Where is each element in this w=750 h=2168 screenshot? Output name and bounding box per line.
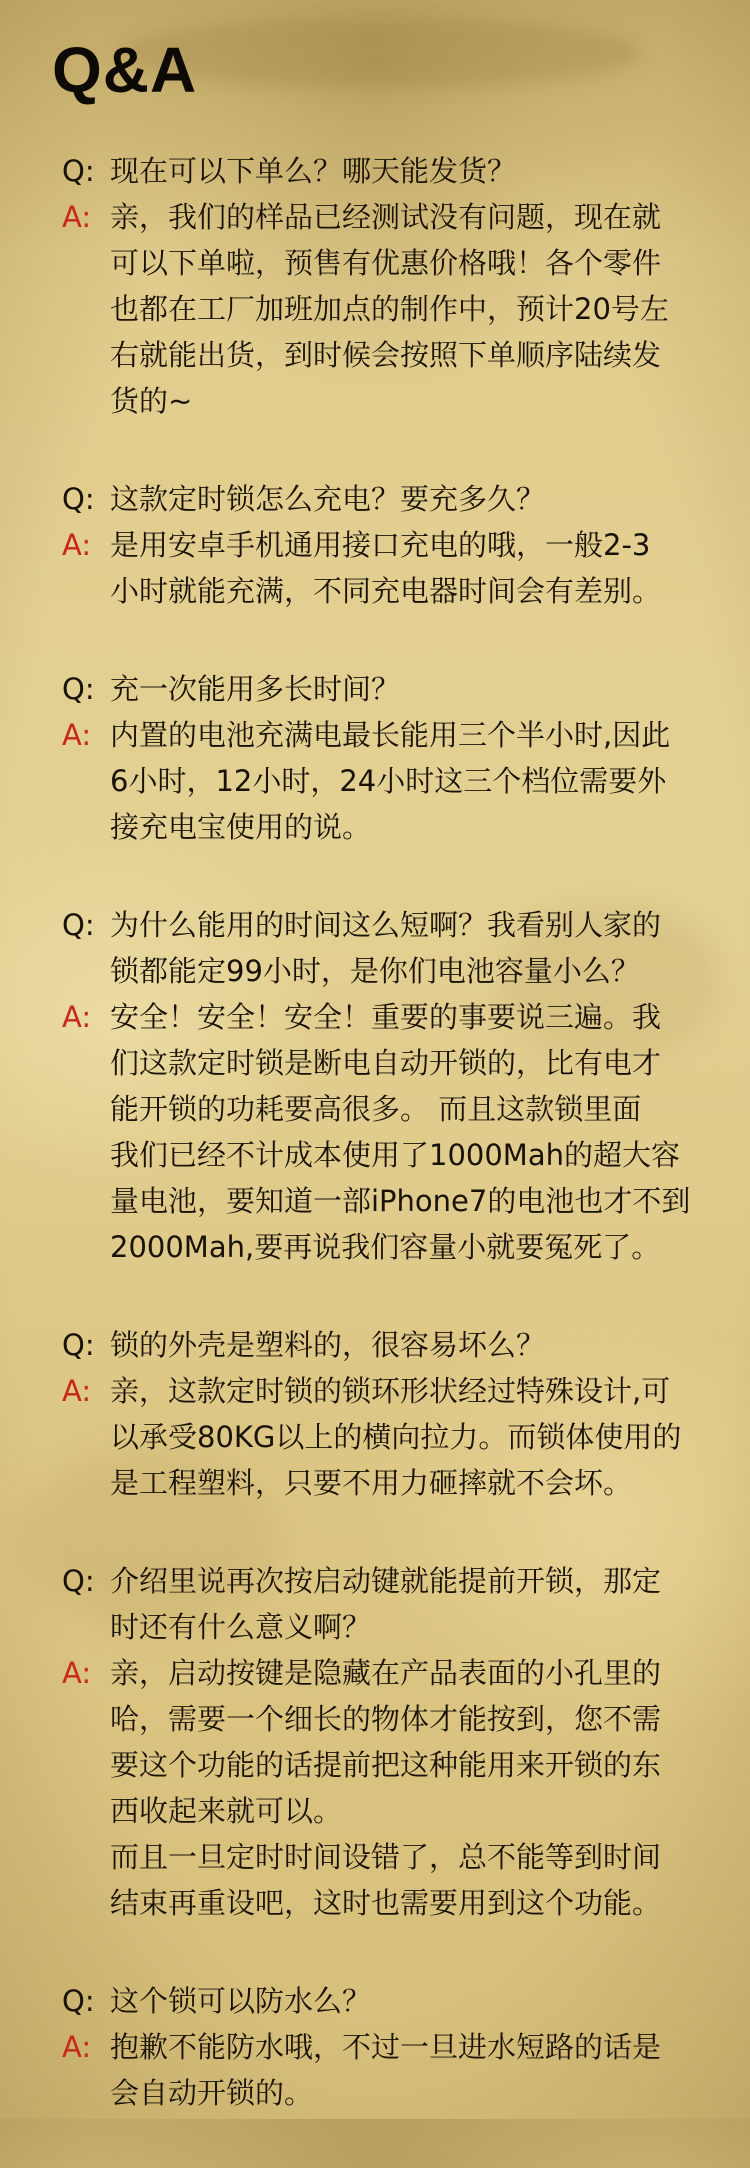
answer-marker: A: [62,1000,92,1034]
question-line: 时还有什么意义啊？ [110,1610,372,1644]
question-line: 现在可以下单么？哪天能发货？ [110,154,517,188]
answer-line: 哈，需要一个细长的物体才能按到，您不需 [110,1702,662,1736]
question-row [0,902,750,994]
answer-line: 而且一旦定时时间设错了，总不能等到时间 [110,1840,662,1874]
question-marker: Q: [62,1984,95,2018]
answer-line: 小时就能充满，不同充电器时间会有差别。 [110,574,662,608]
answer-line: 量电池，要知道一部iPhone7的电池也才不到 [110,1184,691,1218]
answer-line: 也都在工厂加班加点的制作中，预计20号左 [110,292,669,326]
question-row [0,1978,750,2024]
question-line: 介绍里说再次按启动键就能提前开锁，那定 [110,1564,662,1598]
answer-row [0,712,750,850]
answer-line: 们这款定时锁是断电自动开锁的，比有电才 [110,1046,662,1080]
answer-row [0,2024,750,2116]
question-line: 这个锁可以防水么？ [110,1984,372,2018]
qa-item [0,902,750,1270]
answer-row [0,1368,750,1506]
answer-text [110,2024,710,2116]
answer-line: 亲，启动按键是隐藏在产品表面的小孔里的 [110,1656,662,1690]
page-title: Q&A [52,34,198,106]
answer-line: 我们已经不计成本使用了1000Mah的超大容 [110,1138,680,1172]
qa-item [0,148,750,424]
answer-row [0,994,750,1270]
answer-text [110,712,710,850]
question-row [0,476,750,522]
answer-line: 能开锁的功耗要高很多。 而且这款锁里面 [110,1092,642,1126]
question-marker: Q: [62,1328,95,1362]
question-text [110,666,710,712]
answer-marker: A: [62,528,92,562]
question-text [110,1978,710,2024]
answer-line: 是用安卓手机通用接口充电的哦，一般2-3 [110,528,651,562]
qa-item [0,666,750,850]
answer-line: 右就能出货，到时候会按照下单顺序陆续发 [110,338,662,372]
answer-line: 西收起来就可以。 [110,1794,343,1828]
question-text [110,1322,710,1368]
answer-text [110,1650,710,1926]
answer-line: 内置的电池充满电最长能用三个半小时,因此 [110,718,671,752]
answer-line: 可以下单啦，预售有优惠价格哦！各个零件 [110,246,662,280]
question-row [0,1322,750,1368]
answer-marker: A: [62,2030,92,2064]
qa-item [0,1978,750,2116]
qa-item [0,476,750,614]
qa-item [0,1558,750,1926]
question-line: 锁都能定99小时，是你们电池容量小么？ [110,954,640,988]
answer-line: 结束再重设吧，这时也需要用到这个功能。 [110,1886,662,1920]
question-text [110,1558,710,1650]
answer-line: 接充电宝使用的说。 [110,810,372,844]
answer-marker: A: [62,718,92,752]
answer-line: 抱歉不能防水哦，不过一旦进水短路的话是 [110,2030,662,2064]
question-line: 充一次能用多长时间？ [110,672,401,706]
answer-line: 安全！安全！安全！重要的事要说三遍。我 [110,1000,662,1034]
question-line: 这款定时锁怎么充电？要充多久？ [110,482,546,516]
question-marker: Q: [62,1564,95,1598]
answer-marker: A: [62,1374,92,1408]
answer-line: 2000Mah,要再说我们容量小就要冤死了。 [110,1230,661,1264]
qa-list [0,148,750,2168]
question-text [110,902,710,994]
answer-line: 是工程塑料，只要不用力砸摔就不会坏。 [110,1466,633,1500]
answer-text [110,1368,710,1506]
question-row [0,148,750,194]
question-marker: Q: [62,482,95,516]
question-line: 为什么能用的时间这么短啊？我看别人家的 [110,908,662,942]
question-marker: Q: [62,154,95,188]
answer-text [110,194,710,424]
answer-line: 以承受80KG以上的横向拉力。而锁体使用的 [110,1420,682,1454]
answer-row [0,194,750,424]
paper-stain [120,18,640,88]
question-marker: Q: [62,672,95,706]
answer-text [110,994,710,1270]
question-marker: Q: [62,908,95,942]
answer-text [110,522,710,614]
question-line: 锁的外壳是塑料的，很容易坏么？ [110,1328,546,1362]
answer-line: 亲，这款定时锁的锁环形状经过特殊设计,可 [110,1374,671,1408]
answer-marker: A: [62,1656,92,1690]
question-text [110,148,710,194]
answer-line: 亲，我们的样品已经测试没有问题，现在就 [110,200,662,234]
answer-line: 6小时，12小时，24小时这三个档位需要外 [110,764,667,798]
answer-marker: A: [62,200,92,234]
answer-line: 货的~ [110,384,193,418]
answer-row [0,1650,750,1926]
question-text [110,476,710,522]
question-row [0,666,750,712]
question-row [0,1558,750,1650]
answer-line: 会自动开锁的。 [110,2076,314,2110]
answer-row [0,522,750,614]
qa-item [0,1322,750,1506]
answer-line: 要这个功能的话提前把这种能用来开锁的东 [110,1748,662,1782]
